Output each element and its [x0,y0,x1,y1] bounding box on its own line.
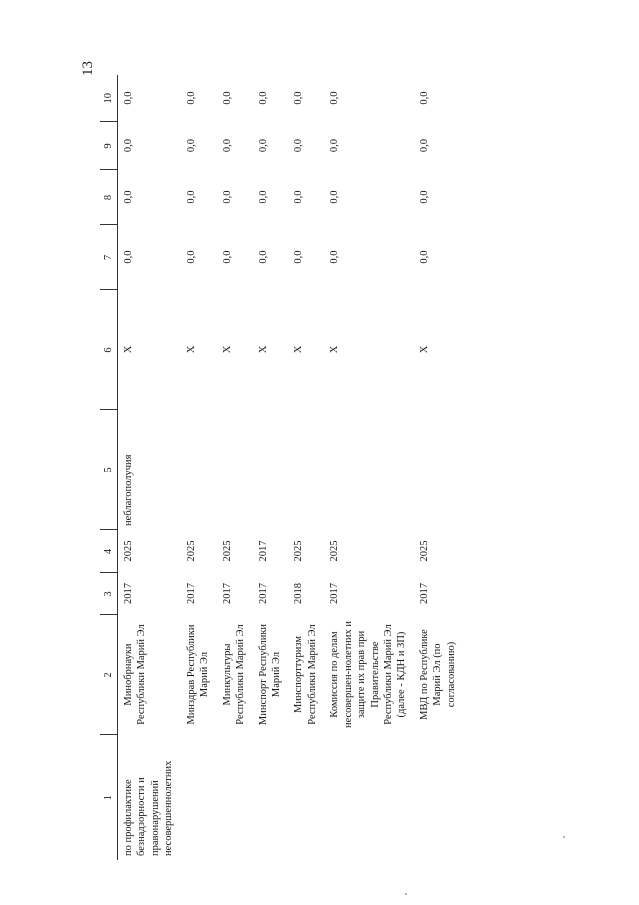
table-cell-col-9: 0,0 [123,138,134,153]
table-cell-col-5 [181,410,217,530]
table-cell-col-3: 2017 [221,583,233,604]
table-cell-col-6: Х [123,345,134,354]
table-cell-col-8: 0,0 [329,190,341,204]
table-cell-col-7: 0,0 [293,250,305,264]
column-header: 10 [100,75,118,122]
scan-speck [405,893,407,895]
table-cell-col-1 [414,735,463,860]
table-cell-col-1 [253,735,289,860]
table-cell-col-4: 2025 [123,540,134,562]
table-cell-col-7: 0,0 [329,250,341,264]
table-cell-col-6: Х [221,345,233,354]
column-header: 5 [100,410,118,530]
table-cell-col-4: 2025 [418,540,430,562]
table-cell-col-10: 0,0 [329,91,341,105]
page-number: 13 [80,61,96,76]
table-cell-col-3: 2017 [123,583,134,604]
table-cell-col-5: неблагополучия [123,454,134,526]
table-row [118,75,181,860]
table-cell-col-1 [181,735,217,860]
table-cell-col-8: 0,0 [221,190,233,204]
table-cell-col-6: Х [257,345,269,354]
table-cell-col-5 [253,410,289,530]
table-cell-col-3: 2017 [329,583,341,604]
table-cell-col-7: 0,0 [185,250,197,264]
table-row [181,75,217,860]
table-cell-col-2: Минобрнауки Республики Марий Эл [123,624,148,725]
table-cell-col-8: 0,0 [257,190,269,204]
table-row [414,75,463,860]
table-cell-col-5 [414,410,463,530]
table-cell-col-3: 2018 [293,583,305,604]
table-cell-col-2: МВД по Республике Марий Эл (по согласованию) [418,629,457,720]
table-cell-col-2: Минкультуры Республики Марий Эл [221,624,247,725]
table-cell-col-8: 0,0 [123,190,134,204]
table-cell-col-2: Комиссия по делам несовершен-нолетних и защите их прав при Правительстве Республики Марий Эл (далее - КДН и ЗП) [329,620,408,729]
table-cell-col-6: Х [418,345,430,354]
table-cell-col-9: 0,0 [329,138,341,153]
table-row [217,75,253,860]
table-cell-col-9: 0,0 [185,138,197,153]
table-cell-col-7: 0,0 [418,250,430,264]
column-header: 8 [100,170,118,225]
header-row [100,75,118,860]
table-cell-col-10: 0,0 [221,91,233,105]
column-header: 3 [100,573,118,615]
table-cell-col-6: Х [329,345,341,354]
table-row [253,75,289,860]
table-cell-col-1 [324,735,414,860]
budget-table [100,75,463,860]
table-cell-col-7: 0,0 [257,250,269,264]
table-cell-col-5 [324,410,414,530]
table-cell-col-5 [288,410,324,530]
table-cell-col-9: 0,0 [221,138,233,153]
column-header: 6 [100,290,118,410]
table-cell-col-1 [217,735,253,860]
table-cell-col-4: 2025 [221,540,233,562]
table-cell-col-6: Х [185,345,197,354]
table-cell-col-10: 0,0 [123,91,134,105]
column-header: 1 [100,735,118,860]
table-cell-col-10: 0,0 [185,91,197,105]
table-cell-col-9: 0,0 [293,138,305,153]
table-cell-col-7: 0,0 [221,250,233,264]
column-header: 4 [100,530,118,573]
table-row [288,75,324,860]
table-cell-col-2: Минспорттуризм Республики Марий Эл [293,624,318,725]
table-cell-col-4: 2025 [293,540,305,562]
table-cell-col-2: Минспорт Республики Марий Эл [257,623,282,726]
table-cell-col-2: Минздрав Республики Марий Эл [185,624,211,725]
table-cell-col-8: 0,0 [185,190,197,204]
column-header: 2 [100,615,118,735]
table-cell-col-3: 2017 [418,583,430,604]
scan-speck [563,836,565,838]
table-container [100,75,545,860]
table-cell-col-4: 2025 [329,540,341,562]
table-cell-col-6: Х [293,345,305,354]
table-row [324,75,414,860]
table-cell-col-10: 0,0 [418,91,430,105]
table-cell-col-10: 0,0 [257,91,269,105]
table-cell-col-7: 0,0 [123,250,134,264]
column-header: 9 [100,122,118,170]
table-cell-col-1: по профилактике безнадзорности и правонарушений несовершеннолетних [123,760,175,856]
table-cell-col-9: 0,0 [257,138,269,153]
table-cell-col-3: 2017 [185,583,197,604]
table-cell-col-10: 0,0 [293,91,305,105]
table-cell-col-8: 0,0 [293,190,305,204]
table-cell-col-1 [288,735,324,860]
table-cell-col-4: 2025 [185,540,197,562]
table-cell-col-9: 0,0 [418,138,430,153]
table-cell-col-8: 0,0 [418,190,430,204]
table-cell-col-5 [217,410,253,530]
table-cell-col-3: 2017 [257,583,269,604]
column-header: 7 [100,225,118,290]
table-cell-col-4: 2017 [257,540,269,562]
